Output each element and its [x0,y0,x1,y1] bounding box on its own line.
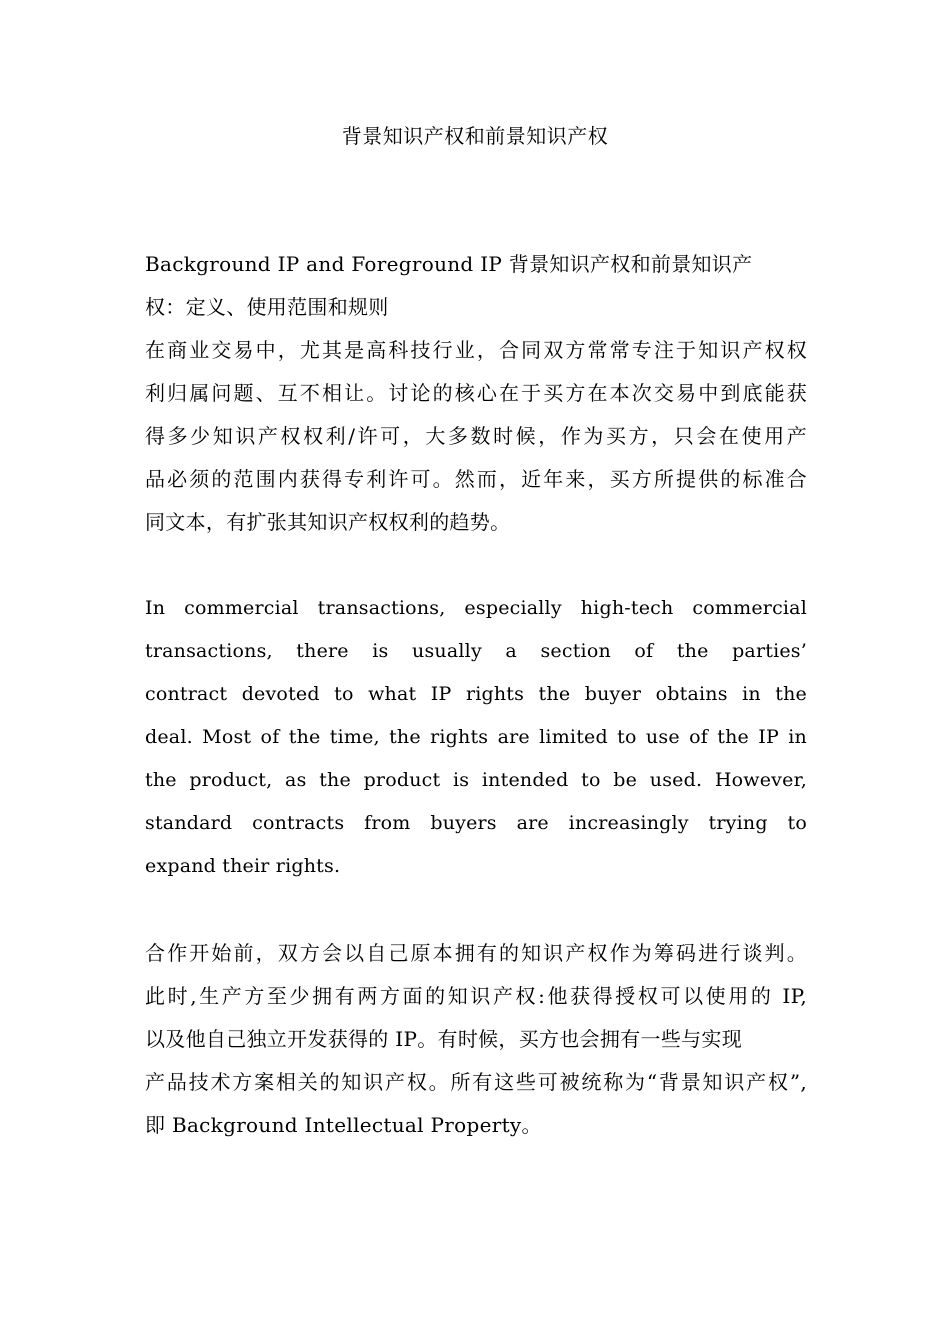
text-line-para2-6: standard contracts from buyers are increasingly trying to [145,812,807,834]
text-line-para1-2: 利归属问题、互不相让。讨论的核心在于买方在本次交易中到底能获 [145,381,807,405]
text-line-para2-4: deal. Most of the time, the rights are limited to use of the IP in [145,726,807,748]
text-line-para3-4: 产品技术方案相关的知识产权。所有这些可被统称为“背景知识产权”, [145,1070,807,1094]
text-line-para3-5: 即 Background Intellectual Property。 [145,1113,542,1137]
text-line-para1-1: 在商业交易中，尤其是高科技行业，合同双方常常专注于知识产权权 [145,338,807,362]
text-line-para3-1: 合作开始前，双方会以自己原本拥有的知识产权作为筹码进行谈判。 [145,941,807,965]
text-line-para2-1: In commercial transactions, especially high-tech commercial [145,597,807,619]
text-line-para2-7: expand their rights. [145,855,341,877]
text-line-para3-3: 以及他自己独立开发获得的 IP。有时候，买方也会拥有一些与实现 [145,1027,743,1051]
text-line-para1-5: 同文本，有扩张其知识产权权利的趋势。 [145,510,511,534]
text-line-para3-2: 此时,生产方至少拥有两方面的知识产权:他获得授权可以使用的 IP, [145,984,807,1008]
text-line-heading-1: Background IP and Foreground IP 背景知识产权和前景知识产 [145,252,753,276]
text-line-para1-3: 得多少知识产权权利/许可，大多数时候，作为买方，只会在使用产 [145,424,807,448]
text-line-para2-5: the product, as the product is intended to be used. However, [145,769,807,791]
text-line-heading-2: 权：定义、使用范围和规则 [145,295,389,319]
text-line-para2-3: contract devoted to what IP rights the buyer obtains in the [145,683,807,705]
document-title: 背景知识产权和前景知识产权 [341,124,609,148]
text-line-para2-2: transactions, there is usually a section of the parties’ [145,640,807,662]
text-line-para1-4: 品必须的范围内获得专利许可。然而，近年来，买方所提供的标准合 [145,467,807,491]
